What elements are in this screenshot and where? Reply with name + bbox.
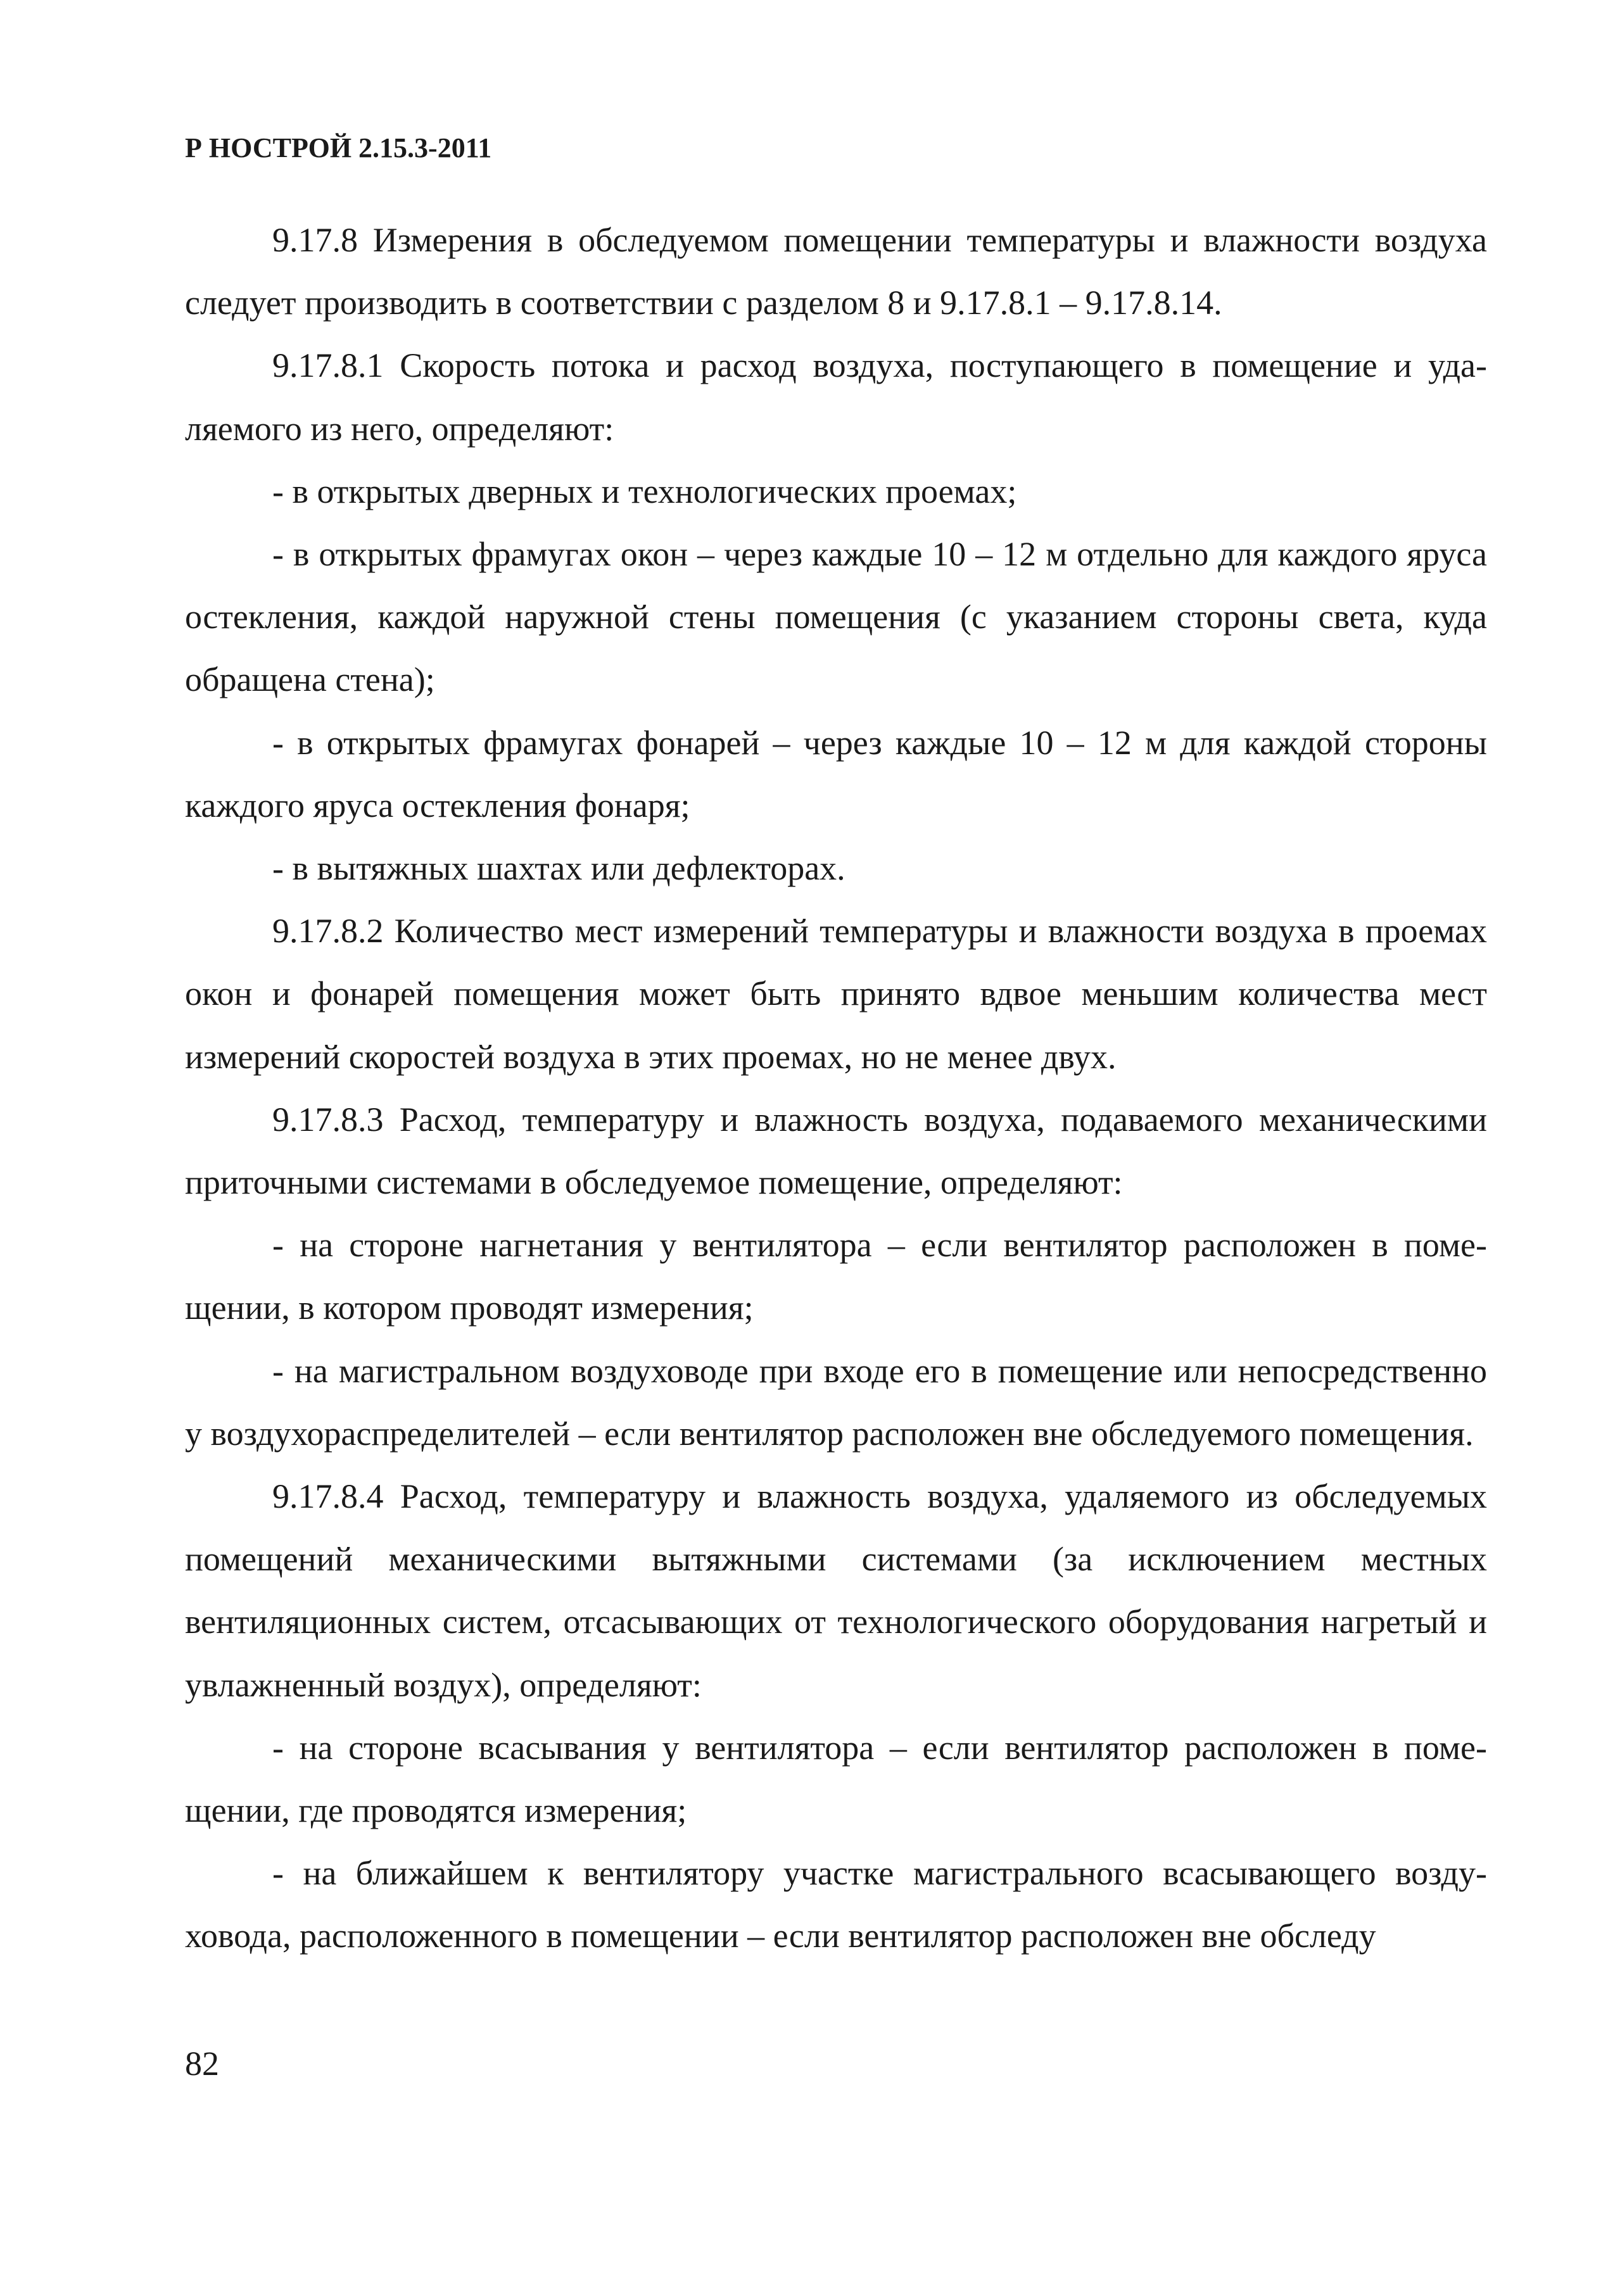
paragraph-9-17-8: 9.17.8 Измерения в обследуемом помещении температуры и влажности воздуха следует производить в соответствии с разделом 8 и 9.17.8.1 – 9.17.8.14. <box>185 221 1487 322</box>
list-item-lantern-transoms: - в открытых фрамугах фонарей – через каждые 10 – 12 м для каждой стороны каждого яруса остекления фонаря; <box>185 723 1487 824</box>
list-item-main-duct: - на магистральном воздуховоде при входе его в помещение или непосредственно у воздухораспределителей – если вентилятор расположен вне обследуемого помещения. <box>185 1351 1487 1453</box>
list-item-discharge-side: - на стороне нагнетания у вентилятора – если вентилятор расположен в помещении, в котором проводят измерения; <box>185 1226 1487 1327</box>
paragraph-9-17-8-3: 9.17.8.3 Расход, температуру и влажность воздуха, подаваемого механическими приточными системами в обследуемое помещение, определяют: <box>185 1100 1487 1202</box>
list-item-window-transoms: - в открытых фрамугах окон – через каждые 10 – 12 м отдельно для каждого яруса остекления, каждой наружной стены помещения (с указанием стороны света, куда обращена стена); <box>185 535 1487 699</box>
list-item-door-openings: - в открытых дверных и технологических проемах; <box>272 472 1017 510</box>
paragraph-9-17-8-2: 9.17.8.2 Количество мест измерений температуры и влажности воздуха в проемах окон и фонарей помещения может быть принято вдвое меньшим количества мест измерений скоростей воздуха в этих проемах, но не менее двух. <box>185 912 1487 1076</box>
document-body <box>185 209 1487 1968</box>
paragraph-9-17-8-1: 9.17.8.1 Скорость потока и расход воздуха, поступающего в помещение и удаляемого из него, определяют: <box>185 346 1487 448</box>
paragraph-9-17-8-4: 9.17.8.4 Расход, температуру и влажность воздуха, удаляемого из обследуемых помещений механическими вытяжными системами (за исключением местных вентиляционных систем, отсасывающих от технологического оборудования нагретый и увлажненный воздух), определяют: <box>185 1477 1487 1704</box>
list-item-exhaust-shafts: - в вытяжных шахтах или дефлекторах. <box>272 849 845 888</box>
list-item-nearest-section: - на ближайшем к вентилятору участке магистрального всасывающего воздуховода, расположенного в помещении – если вентилятор расположен вне обследу <box>185 1854 1487 1955</box>
list-item-suction-side: - на стороне всасывания у вентилятора – если вентилятор расположен в помещении, где проводятся измерения; <box>185 1728 1487 1830</box>
document-code-header: Р НОСТРОЙ 2.15.3-2011 <box>185 132 492 163</box>
page-number: 82 <box>185 2045 219 2083</box>
